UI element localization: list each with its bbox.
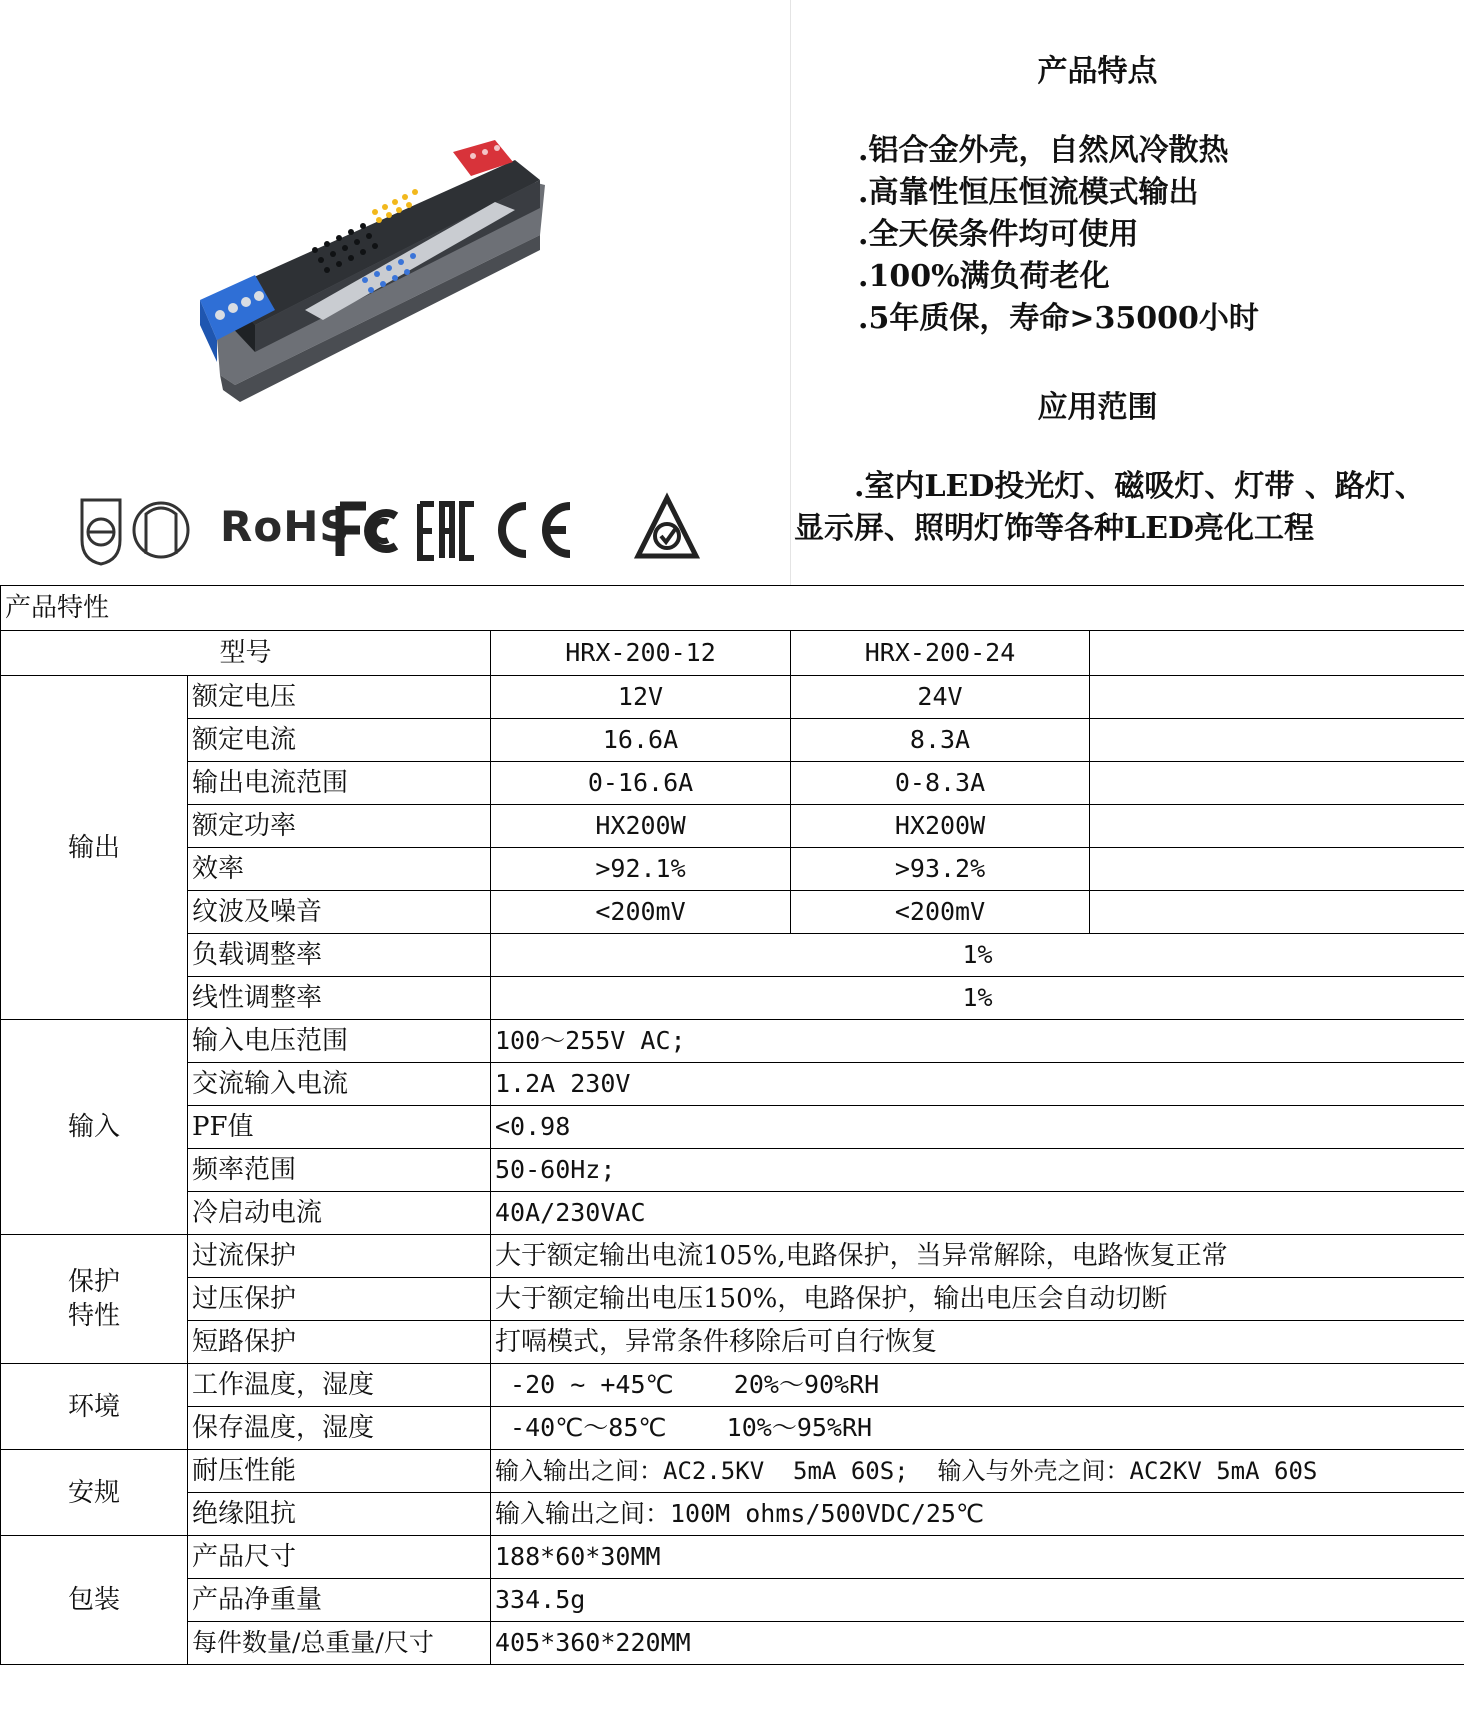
cell-value: 输入输出之间：AC2.5KV 5mA 60S; 输入与外壳之间：AC2KV 5mA 60S — [491, 1450, 1464, 1493]
rcm-mark-icon — [634, 492, 700, 567]
table-row — [1, 1149, 1464, 1192]
cell-value: 16.6A — [491, 719, 791, 762]
cell-value: 405*360*220MM — [491, 1622, 1464, 1665]
table-row — [1, 1063, 1464, 1106]
row-label: 额定功率 — [188, 805, 491, 848]
fcc-logo-icon — [334, 492, 404, 567]
row-label: 产品尺寸 — [188, 1536, 491, 1579]
cell-value: 1% — [491, 934, 1464, 977]
cell-value: <200mV — [491, 891, 791, 934]
table-row — [1, 1579, 1464, 1622]
cell-value: 24V — [791, 676, 1090, 719]
cell-value: 输入输出之间：100M ohms/500VDC/25℃ — [491, 1493, 1464, 1536]
table-title-row — [1, 586, 1464, 631]
cell-value — [1090, 719, 1464, 762]
cell-value: 100～255V AC; — [491, 1020, 1464, 1063]
cell-value — [1090, 891, 1464, 934]
row-label: 输出电流范围 — [188, 762, 491, 805]
model-row — [1, 631, 1464, 676]
cell-value: HX200W — [791, 805, 1090, 848]
cell-value: HX200W — [491, 805, 791, 848]
table-row — [1, 1020, 1464, 1063]
table-row — [1, 1407, 1464, 1450]
cell-value: 0-8.3A — [791, 762, 1090, 805]
table-row — [1, 891, 1464, 934]
table-title: 产品特性 — [1, 586, 1464, 631]
row-label: 冷启动电流 — [188, 1192, 491, 1235]
row-label: 工作温度，湿度 — [188, 1364, 491, 1407]
table-row — [1, 1450, 1464, 1493]
cell-value: 8.3A — [791, 719, 1090, 762]
row-label: 耐压性能 — [188, 1450, 491, 1493]
cell-value: -20 ~ +45℃ 20%～90%RH — [491, 1364, 1464, 1407]
ccc-mark-icon — [78, 492, 124, 567]
cell-value: >92.1% — [491, 848, 791, 891]
row-label: 绝缘阻抗 — [188, 1493, 491, 1536]
cell-value: <200mV — [791, 891, 1090, 934]
cell-value: 1% — [491, 977, 1464, 1020]
row-label: 过压保护 — [188, 1278, 491, 1321]
category-protection-line2: 特性 — [67, 1301, 120, 1331]
row-label: 短路保护 — [188, 1321, 491, 1364]
row-label: 过流保护 — [188, 1235, 491, 1278]
eac-logo-icon — [416, 492, 476, 567]
feature-item: .高靠性恒压恒流模式输出 — [858, 175, 1199, 210]
category-environment: 环境 — [1, 1364, 188, 1450]
feature-item: .全天侯条件均可使用 — [858, 217, 1139, 252]
cell-value: 0-16.6A — [491, 762, 791, 805]
feature-item: .100%满负荷老化 — [858, 259, 1110, 294]
features-panel — [790, 0, 1464, 585]
table-row — [1, 1192, 1464, 1235]
cell-value: 打嗝模式，异常条件移除后可自行恢复 — [491, 1321, 1464, 1364]
cell-value: 50-60Hz; — [491, 1149, 1464, 1192]
cell-value: 12V — [491, 676, 791, 719]
table-row — [1, 1536, 1464, 1579]
table-row — [1, 848, 1464, 891]
hero-section — [0, 0, 1464, 585]
category-protection — [1, 1235, 188, 1364]
row-label: 线性调整率 — [188, 977, 491, 1020]
table-row — [1, 1321, 1464, 1364]
applications-heading: 应用范围 — [1037, 390, 1158, 425]
cell-value: 大于额定输出电压150%，电路保护，输出电压会自动切断 — [491, 1278, 1464, 1321]
table-row — [1, 1106, 1464, 1149]
cell-value: 334.5g — [491, 1579, 1464, 1622]
table-row — [1, 1493, 1464, 1536]
table-row — [1, 719, 1464, 762]
cell-value — [1090, 805, 1464, 848]
features-heading: 产品特点 — [1037, 54, 1158, 89]
table-row — [1, 1235, 1464, 1278]
features-list — [858, 130, 1259, 340]
cell-value: >93.2% — [791, 848, 1090, 891]
table-row — [1, 1622, 1464, 1665]
certification-logos — [78, 492, 718, 567]
power-supply-image — [195, 140, 595, 430]
rohs-logo: RoHS — [220, 502, 351, 551]
model-2: HRX-200-24 — [791, 631, 1090, 676]
spec-table — [0, 585, 1464, 1665]
category-safety: 安规 — [1, 1450, 188, 1536]
row-label: 交流输入电流 — [188, 1063, 491, 1106]
cell-value — [1090, 762, 1464, 805]
row-label: 额定电压 — [188, 676, 491, 719]
cell-value — [1090, 676, 1464, 719]
model-label: 型号 — [1, 631, 491, 676]
category-output: 输出 — [1, 676, 188, 1020]
category-packaging: 包装 — [1, 1536, 188, 1665]
row-label: 频率范围 — [188, 1149, 491, 1192]
table-row — [1, 977, 1464, 1020]
safety-mark-icon — [130, 492, 192, 567]
row-label: 负载调整率 — [188, 934, 491, 977]
category-input: 输入 — [1, 1020, 188, 1235]
cell-value: 188*60*30MM — [491, 1536, 1464, 1579]
table-row — [1, 676, 1464, 719]
model-1: HRX-200-12 — [491, 631, 791, 676]
row-label: 每件数量/总重量/尺寸 — [188, 1622, 491, 1665]
cell-value: 大于额定输出电流105%,电路保护，当异常解除，电路恢复正常 — [491, 1235, 1464, 1278]
row-label: 输入电压范围 — [188, 1020, 491, 1063]
model-3 — [1090, 631, 1464, 676]
product-visual-panel — [0, 0, 791, 585]
row-label: 保存温度，湿度 — [188, 1407, 491, 1450]
row-label: 额定电流 — [188, 719, 491, 762]
table-row — [1, 1364, 1464, 1407]
feature-item: .5年质保，寿命>35000小时 — [858, 301, 1259, 336]
row-label: PF值 — [188, 1106, 491, 1149]
cell-value: 1.2A 230V — [491, 1063, 1464, 1106]
feature-item: .铝合金外壳，自然风冷散热 — [858, 133, 1229, 168]
row-label: 产品净重量 — [188, 1579, 491, 1622]
table-row — [1, 762, 1464, 805]
applications-text: .室内LED投光灯、磁吸灯、灯带 、路灯、显示屏、照明灯饰等各种LED亮化工程 — [794, 469, 1425, 546]
cell-value: -40℃～85℃ 10%～95%RH — [491, 1407, 1464, 1450]
table-row — [1, 1278, 1464, 1321]
cell-value: <0.98 — [491, 1106, 1464, 1149]
table-row — [1, 805, 1464, 848]
row-label: 纹波及噪音 — [188, 891, 491, 934]
table-row — [1, 934, 1464, 977]
cell-value — [1090, 848, 1464, 891]
category-protection-line1: 保护 — [67, 1267, 120, 1297]
ce-mark-icon — [490, 492, 574, 567]
cell-value: 40A/230VAC — [491, 1192, 1464, 1235]
row-label: 效率 — [188, 848, 491, 891]
